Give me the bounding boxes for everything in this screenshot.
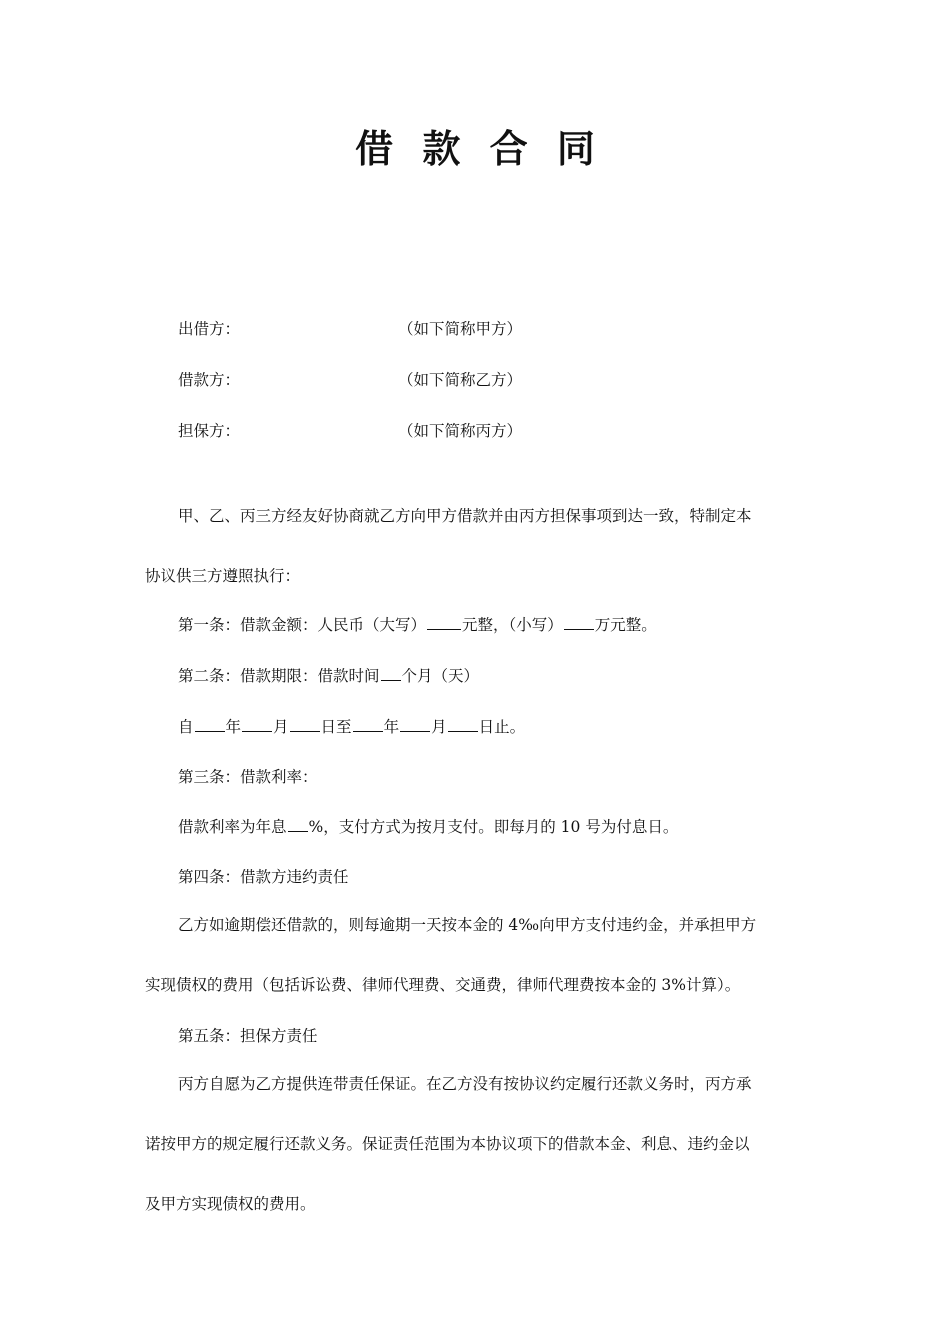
article-3-text-a: 借款利率为年息 bbox=[178, 818, 287, 836]
article-2-text-a: 第二条：借款期限：借款时间 bbox=[178, 667, 380, 685]
start-year-blank bbox=[195, 717, 225, 732]
article-4-heading: 第四条：借款方违约责任 bbox=[178, 868, 349, 886]
article-5-line-2: 诺按甲方的规定履行还款义务。保证责任范围为本协议项下的借款本金、利息、违约金以 bbox=[145, 1135, 750, 1153]
title-char: 合 bbox=[489, 126, 528, 171]
end-month-blank bbox=[400, 717, 430, 732]
period-day-2: 日止。 bbox=[478, 718, 526, 736]
amount-capital-blank bbox=[427, 615, 461, 630]
period-year-2: 年 bbox=[383, 718, 400, 736]
article-3-body bbox=[178, 816, 678, 838]
article-5-line-1: 丙方自愿为乙方提供连带责任保证。在乙方没有按协议约定履行还款义务时，丙方承 bbox=[178, 1075, 752, 1093]
guarantor-label: 担保方： bbox=[178, 422, 241, 440]
intro-line-1: 甲、乙、丙三方经友好协商就乙方向甲方借款并由丙方担保事项到达一致，特制定本 bbox=[178, 507, 752, 525]
start-month-blank bbox=[242, 717, 272, 732]
start-day-blank bbox=[290, 717, 320, 732]
end-year-blank bbox=[353, 717, 383, 732]
period-from: 自 bbox=[178, 718, 194, 736]
borrower-label: 借款方： bbox=[178, 371, 241, 389]
article-5-line-3: 及甲方实现债权的费用。 bbox=[145, 1195, 316, 1213]
article-5-heading: 第五条：担保方责任 bbox=[178, 1027, 318, 1045]
article-4-line-1: 乙方如逾期偿还借款的，则每逾期一天按本金的 4‰向甲方支付违约金，并承担甲方 bbox=[178, 916, 757, 934]
article-1-text-a: 第一条：借款金额：人民币（大写） bbox=[178, 616, 427, 634]
document-title bbox=[0, 123, 950, 175]
lender-note: （如下简称甲方） bbox=[398, 320, 523, 338]
period-year-1: 年 bbox=[225, 718, 242, 736]
rate-blank bbox=[288, 817, 308, 832]
term-blank bbox=[381, 666, 401, 681]
lender-label: 出借方： bbox=[178, 320, 241, 338]
article-3-heading: 第三条：借款利率： bbox=[178, 768, 318, 786]
period-day-1: 日至 bbox=[320, 718, 352, 736]
article-2-text-b: 个月（天） bbox=[401, 667, 480, 685]
article-4-line-2: 实现债权的费用（包括诉讼费、律师代理费、交通费，律师代理费按本金的 3%计算）。 bbox=[145, 976, 741, 994]
borrower-note: （如下简称乙方） bbox=[398, 371, 523, 389]
title-char: 同 bbox=[556, 126, 595, 171]
period-month-2: 月 bbox=[431, 718, 447, 736]
article-1-text-c: 万元整。 bbox=[594, 616, 657, 634]
title-char: 借 bbox=[355, 126, 394, 171]
guarantor-note: （如下简称丙方） bbox=[398, 422, 523, 440]
article-1 bbox=[178, 614, 657, 636]
article-3-text-b: %，支付方式为按月支付。即每月的 10 号为付息日。 bbox=[308, 818, 679, 836]
intro-line-2: 协议供三方遵照执行： bbox=[145, 567, 301, 585]
article-2 bbox=[178, 665, 479, 687]
amount-numeric-blank bbox=[564, 615, 594, 630]
period-line bbox=[178, 716, 525, 738]
article-1-text-b: 元整，（小写） bbox=[462, 616, 563, 634]
period-month-1: 月 bbox=[273, 718, 289, 736]
title-char: 款 bbox=[422, 126, 461, 171]
end-day-blank bbox=[448, 717, 478, 732]
